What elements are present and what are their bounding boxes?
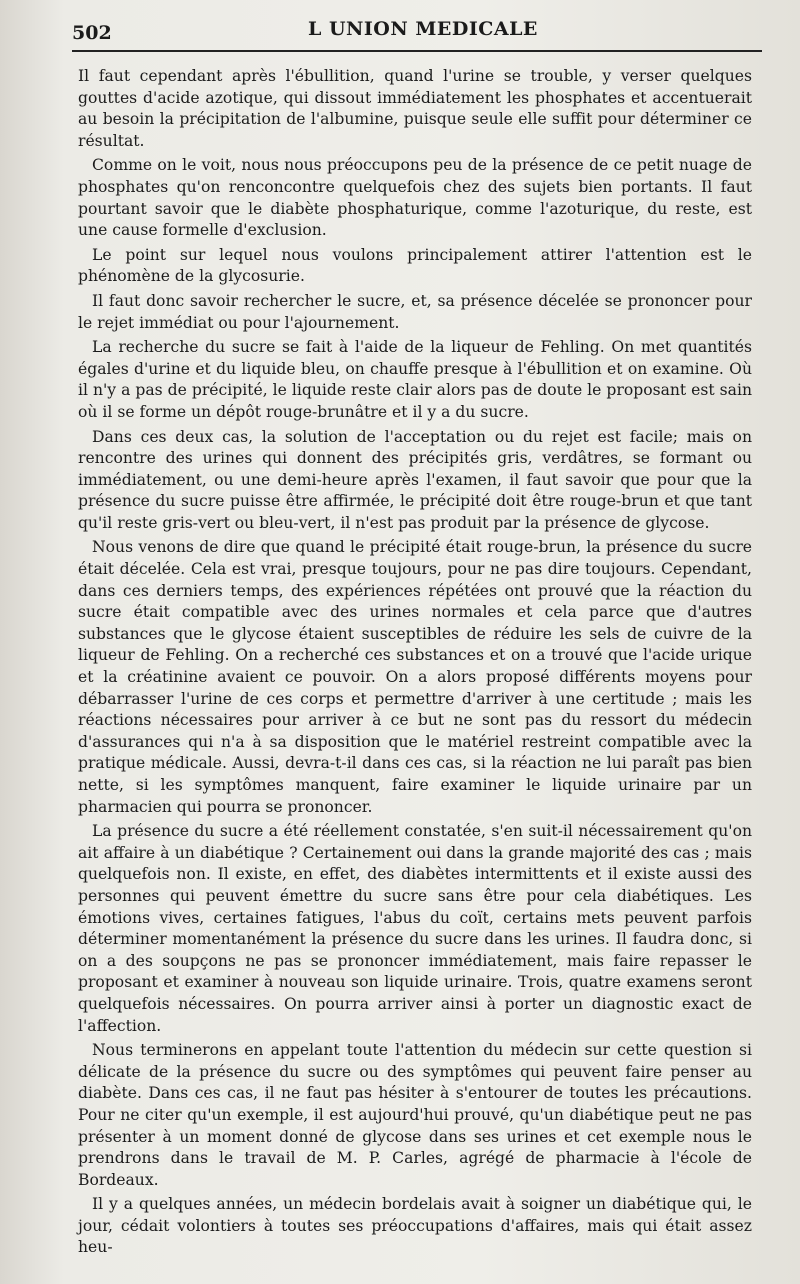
paragraph: La présence du sucre a été réellement constatée, s'en suit-il nécessairement qu'on ait affaire à un diabétique ? Certainement oui dans la grande majorité des cas ; mais quelquefois non. Il existe, en effet, des diabètes intermittents et il existe aussi des personnes qui peuvent émettre du sucre sans être pour cela diabétiques. Les émotions vives, certaines fatigues, l'abus du coït, certains mets peuvent parfois déterminer momentanément la présence du sucre dans les urines. Il faudra donc, si on a des soupçons ne pas se prononcer immédiatement, mais faire repasser le proposant et examiner à nouveau son liquide urinaire. Trois, quatre examens seront quelquefois nécessaires. On pourra arriver ainsi à porter un diagnostic exact de l'affection. (78, 822, 752, 1035)
paragraph: Nous venons de dire que quand le précipité était rouge-brun, la présence du sucre était décelée. Cela est vrai, presque toujours, pour ne pas dire toujours. Cependant, dans ces derniers temps, des expériences répétées ont prouvé que la réaction du sucre était compatible avec des urines normales et cela parce que d'autres substances que le glycose étaient susceptibles de réduire les sels de cuivre de la liqueur de Fehling. On a recherché ces substances et on a trouvé que l'acide urique et la créatinine avaient ce pouvoir. On a alors proposé différents moyens pour débarrasser l'urine de ces corps et permettre d'arriver à une certitude ; mais les réactions nécessaires pour arriver à ce but ne sont pas du ressort du médecin d'assurances qui n'a à sa disposition que le matériel restreint compatible avec la pratique médicale. Aussi, devra-t-il dans ces cas, si la réaction ne lui paraît pas bien nette, si les symptômes manquent, faire examiner le liquide urinaire par un pharmacien qui pourra se prononcer. (78, 538, 752, 816)
paragraph: Le point sur lequel nous voulons principalement attirer l'attention est le phénomène de la glycosurie. (78, 245, 752, 286)
paragraph: Nous terminerons en appelant toute l'attention du médecin sur cette question si délicate de la présence du sucre ou des symptômes qui peuvent faire penser au diabète. Dans ces cas, il ne faut pas hésiter à s'entourer de toutes les précautions. Pour ne citer qu'un exemple, il est aujourd'hui prouvé, qu'un diabétique peut ne pas présenter à un moment donné de glycose dans ses urines et cet exemple nous le prendrons dans le travail de M. P. Carles, agrégé de pharmacie à l'école de Bordeaux. (78, 1041, 752, 1189)
paragraph: Il faut donc savoir rechercher le sucre, et, sa présence décelée se prononcer pour le rejet immédiat ou pour l'ajournement. (78, 291, 752, 332)
article-body (78, 66, 752, 1259)
journal-title: L UNION MEDICALE (308, 18, 538, 40)
paragraph: Comme on le voit, nous nous préoccupons peu de la présence de ce petit nuage de phosphates qu'on renconcontre quelquefois chez des sujets bien portants. Il faut pourtant savoir que le diabète phosphaturique, comme l'azoturique, du reste, est une cause formelle d'exclusion. (78, 156, 752, 240)
paragraph: La recherche du sucre se fait à l'aide de la liqueur de Fehling. On met quantités égales d'urine et du liquide bleu, on chauffe presque à l'ébullition et on examine. Où il n'y a pas de précipité, le liquide reste clair alors pas de doute le proposant est sain où il se forme un dépôt rouge-brunâtre et il y a du sucre. (78, 338, 752, 421)
header-rule (72, 50, 762, 52)
page-header (72, 16, 752, 50)
paragraph: Il faut cependant après l'ébullition, quand l'urine se trouble, y verser quelques gouttes d'acide azotique, qui dissout immédiatement les phosphates et accentuerait au besoin la précipitation de l'albumine, puisque seule elle suffit pour déterminer ce résultat. (78, 67, 752, 150)
paragraph: Il y a quelques années, un médecin bordelais avait à soigner un diabétique qui, le jour, cédait volontiers à toutes ses préoccupations d'affaires, mais qui était assez heu- (78, 1195, 752, 1257)
page-number: 502 (72, 22, 112, 44)
paragraph: Dans ces deux cas, la solution de l'acceptation ou du rejet est facile; mais on rencontre des urines qui donnent des précipités gris, verdâtres, se formant ou immédiatement, ou une demi-heure après l'examen, il faut savoir que pour que la présence du sucre puisse être affirmée, le précipité doit être rouge-brun et que tant qu'il reste gris-vert ou bleu-vert, il n'est pas produit par la présence de glycose. (78, 427, 752, 532)
